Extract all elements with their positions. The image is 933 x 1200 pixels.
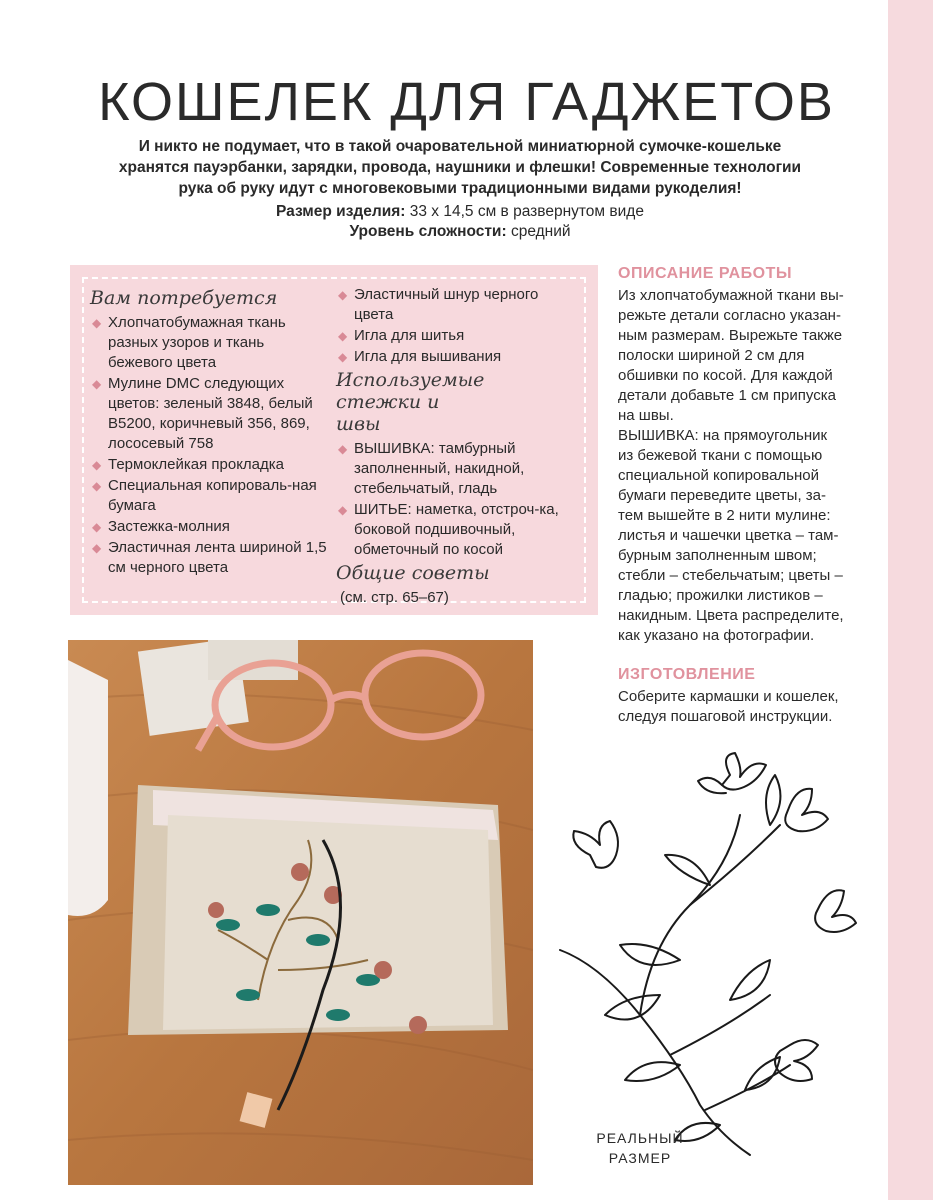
level-value: средний [506,223,571,240]
pattern-leaf [766,775,780,825]
size-spec [100,202,820,222]
material-item: ◆ Игла для шитья [338,327,465,344]
pattern-branch-top [640,815,740,1015]
size-label: Размер изделия: [276,203,406,220]
diamond-bullet-icon: ◆ [92,377,102,391]
pattern-branch-low [705,1065,790,1110]
materials-left-column [90,285,330,579]
description-text: Из хлопчатобумажной ткани вы- режьте детали согласно указан- ным размерам. Вырежьте также полоски шириной 2 см для обшивки по косой. Для каждой детали добавьте 1 см припуска на швы. ВЫШИВКА: на прямоугольник из бежевой ткани с помощью специальной копировальной бумаги переведите цветы, за- тем вышейте в 2 нити мулине: листья и чашечки цветка – там- бурным заполненным швом; стебли – стебельчатым; цветы – гладью; прожилки листиков – накидным. Цвета распределите, как указано на фотографии. [618,287,844,644]
size-value: 33 х 14,5 см в развернутом виде [405,203,644,220]
materials-right-column [336,285,566,608]
decorative-side-strip [888,0,933,1200]
description-title: ОПИСАНИЕ РАБОТЫ [618,265,793,282]
pattern-leaf [625,1062,680,1081]
stitches-heading: Используемые стежки и швы [336,369,485,435]
intro-line: И никто не подумает, что в такой очаровательной миниатюрной сумочке-кошельке [138,138,782,155]
intro-line: рука об руку идут с многовековыми традиционными видами рукоделия! [178,180,742,197]
making-text: Соберите кармашки и кошелек, следуя пошаговой инструкции. [618,688,839,725]
material-item: ◆ Мулине DMC следующих цветов: зеленый 3848, белый B5200, коричневый 356, 869, лососевый 758 [92,375,313,452]
pattern-flower [573,821,618,868]
pattern-flower [815,890,856,932]
diamond-bullet-icon: ◆ [338,503,348,517]
product-photo [68,640,533,1185]
pattern-flower [775,1040,818,1081]
intro-line: хранятся пауэрбанки, зарядки, провода, наушники и флешки! Современные технологии [118,159,802,176]
intro-paragraph [60,136,860,199]
real-size-label: РЕАЛЬНЫЙ РАЗМЕР [596,1130,684,1166]
material-item: ◆ Термоклейкая прокладка [92,456,285,473]
specs-block [100,202,820,242]
diamond-bullet-icon: ◆ [92,541,102,555]
material-item: ◆ Эластичный шнур черного цвета [338,286,539,323]
level-spec [100,222,820,242]
diamond-bullet-icon: ◆ [92,316,102,330]
diamond-bullet-icon: ◆ [338,288,348,302]
pattern-leaf [620,944,680,965]
level-label: Уровень сложности: [349,223,507,240]
diamond-bullet-icon: ◆ [338,329,348,343]
tips-text: (см. стр. 65–67) [340,589,449,606]
diamond-bullet-icon: ◆ [92,458,102,472]
stitch-item: ◆ ШИТЬЕ: наметка, отстроч-ка, боковой подшивочный, обметочный по косой [338,501,559,558]
materials-heading: Вам потребуется [90,287,278,309]
product-photo-illustration [68,640,533,1185]
diamond-bullet-icon: ◆ [92,520,102,534]
embroidery-pattern [530,745,890,1165]
pattern-main-stem [560,950,750,1155]
making-title: ИЗГОТОВЛЕНИЕ [618,666,756,683]
pattern-flower [785,789,828,831]
tips-heading: Общие советы [336,562,490,584]
diamond-bullet-icon: ◆ [338,350,348,364]
pattern-leaf [730,960,770,1000]
material-item: ◆ Специальная копироваль-ная бумага [92,477,317,514]
stitch-item: ◆ ВЫШИВКА: тамбурный заполненный, накидной, стебельчатый, гладь [338,440,525,497]
pattern-branch-mid [670,995,770,1055]
diamond-bullet-icon: ◆ [92,479,102,493]
page-title: КОШЕЛЕК ДЛЯ ГАДЖЕТОВ [98,72,835,132]
material-item: ◆ Застежка-молния [92,518,230,535]
materials-box [70,265,598,615]
diamond-bullet-icon: ◆ [338,442,348,456]
material-item: ◆ Эластичная лента шириной 1,5 см черного цвета [92,539,327,576]
pattern-flower [698,753,766,793]
pattern-leaf [665,855,710,885]
material-item: ◆ Хлопчатобумажная ткань разных узоров и ткань бежевого цвета [92,314,286,371]
material-item: ◆ Игла для вышивания [338,348,502,365]
